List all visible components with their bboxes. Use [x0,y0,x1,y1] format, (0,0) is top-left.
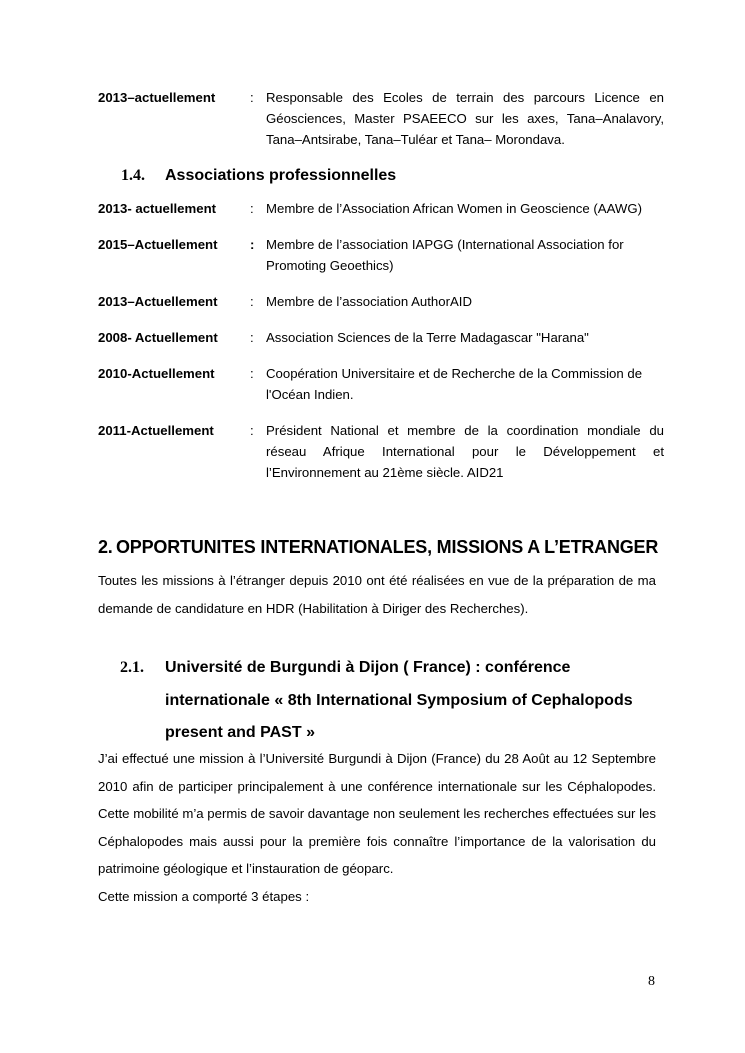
association-text: Membre de l’association AuthorAID [266,294,472,309]
entry-colon: : [250,90,254,105]
association-text: Association Sciences de la Terre Madagascar "Harana" [266,330,589,345]
entry-text: Responsable des Ecoles de terrain des parcours Licence en Géosciences, Master PSAEECO sur les axes, Tana–Analavory, Tana–Antsirabe, Tana–Tuléar et Tana– Morondava. [266,90,664,147]
association-date: 2013–Actuellement [98,294,218,309]
association-text: Président National et membre de la coordination mondiale du réseau Afrique International pour le Développement et l’Environnement au 21ème siècle. AID21 [266,423,664,480]
association-colon: : [250,201,254,216]
association-date: 2015–Actuellement [98,237,218,252]
entry-date: 2013–actuellement [98,90,216,105]
section-number: 2.1. [120,659,144,676]
association-colon: : [250,237,255,252]
association-colon: : [250,366,254,381]
association-description [250,420,664,483]
section-number: 2. [98,537,113,557]
section-title: Associations professionnelles [165,167,397,184]
section-title: Université de Burgundi à Dijon ( France) : conférence internationale « 8th International Symposium of Cephalopods present and PAST » [165,659,633,741]
page-number: 8 [648,974,655,989]
association-colon: : [250,330,254,345]
section-heading-1-4 [121,167,396,185]
association-description [250,198,664,219]
section-title: OPPORTUNITES INTERNATIONALES, MISSIONS A L’ETRANGER [116,537,659,557]
association-text: Coopération Universitaire et de Recherche de la Commission de l'Océan Indien. [266,366,643,402]
association-text: Membre de l’association IAPGG (International Association for Promoting Geoethics) [266,237,624,273]
section-2-1-last-line: Cette mission a comporté 3 étapes : [98,889,310,904]
association-date: 2010-Actuellement [98,366,215,381]
association-description [250,291,664,312]
section-2-intro: Toutes les missions à l’étranger depuis 2010 ont été réalisées en vue de la préparation de ma demande de candidature en HDR (Habilitation à Diriger des Recherches). [98,573,656,616]
association-colon: : [250,423,254,438]
association-date: 2011-Actuellement [98,423,214,438]
association-colon: : [250,294,254,309]
entry-description [250,87,664,150]
section-number: 1.4. [121,167,145,184]
association-date: 2008- Actuellement [98,330,218,345]
association-date: 2013- actuellement [98,201,217,216]
section-2-1-paragraph: J’ai effectué une mission à l’Université Burgundi à Dijon (France) du 28 Août au 12 Septembre 2010 afin de participer principalement à une conférence internationale sur les Céphalopodes. Cette mobilité m’a permis de savoir davantage non seulement les recherches effectuées sur les Céphalopodes mais aussi pour la première fois connaître l’importance de la valorisation du patrimoine géologique et l’instauration de géoparc. [98,751,656,876]
association-text: Membre de l’Association African Women in Geoscience (AAWG) [266,201,642,216]
association-description [250,327,664,348]
association-description [250,363,664,405]
association-description [250,234,664,276]
section-heading-2 [98,537,658,558]
